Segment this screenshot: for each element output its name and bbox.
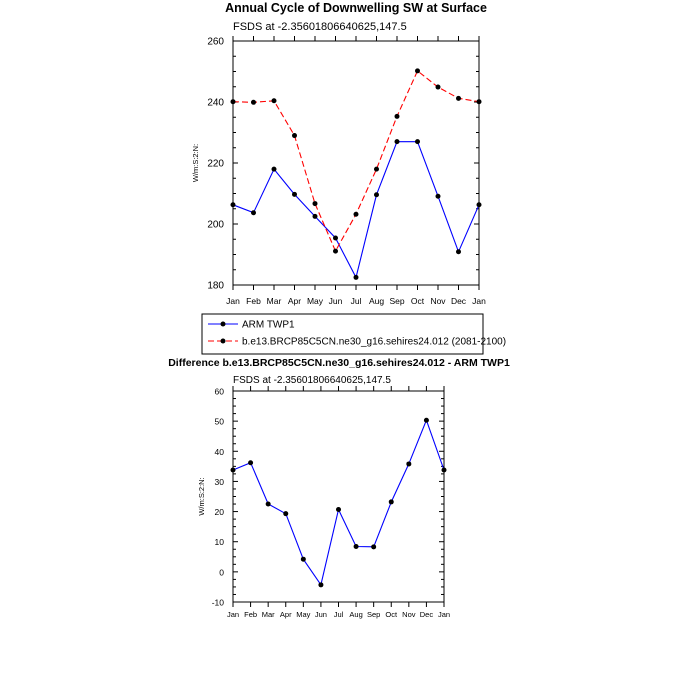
chart-title: Difference b.e13.BRCP85C5CN.ne30_g16.sehires24.012 - ARM TWP1 (168, 357, 510, 369)
data-point (292, 133, 297, 138)
y-axis-label: W/m:S:2:N: (197, 477, 206, 516)
data-point (318, 582, 323, 587)
legend-label: ARM TWP1 (242, 319, 295, 331)
data-point (266, 502, 271, 507)
data-point (374, 192, 379, 197)
data-point (477, 99, 482, 104)
data-point (415, 139, 420, 144)
y-tick-label: 0 (219, 567, 224, 578)
legend-marker (221, 339, 226, 344)
data-point (424, 418, 429, 423)
y-tick-label: 200 (207, 219, 224, 231)
chart-subtitle: FSDS at -2.35601806640625,147.5 (233, 21, 407, 33)
data-point (251, 100, 256, 105)
x-tick-label: Sep (389, 296, 405, 306)
data-point (477, 202, 482, 207)
series-line-0 (233, 420, 444, 585)
chart-subtitle: FSDS at -2.35601806640625,147.5 (233, 375, 391, 386)
data-point (313, 201, 318, 206)
plot-frame (233, 41, 479, 285)
data-point (354, 275, 359, 280)
data-point (436, 194, 441, 199)
data-point (313, 214, 318, 219)
chart-title: Annual Cycle of Downwelling SW at Surface (225, 1, 487, 15)
x-tick-label: Dec (450, 296, 467, 306)
y-tick-label: 180 (207, 280, 224, 292)
x-tick-label: Mar (266, 296, 282, 306)
series-line-0 (233, 142, 479, 278)
data-point (231, 99, 236, 104)
y-tick-label: 10 (214, 537, 224, 548)
data-point (354, 212, 359, 217)
data-point (415, 68, 420, 73)
x-tick-label: Feb (246, 296, 261, 306)
y-tick-label: 240 (207, 97, 224, 109)
legend-label: b.e13.BRCP85C5CN.ne30_g16.sehires24.012 (2081-2100) (242, 336, 507, 348)
data-point (395, 139, 400, 144)
y-tick-label: 30 (214, 476, 224, 487)
x-tick-label: Nov (402, 610, 416, 619)
x-tick-label: Apr (287, 296, 302, 306)
x-tick-label: Jun (328, 296, 343, 306)
y-tick-label: -10 (211, 597, 224, 608)
data-point (371, 544, 376, 549)
x-tick-label: Oct (385, 610, 398, 619)
legend-marker (221, 322, 226, 327)
x-tick-label: Apr (279, 610, 292, 619)
data-point (333, 236, 338, 241)
data-point (374, 167, 379, 172)
x-tick-label: Oct (410, 296, 425, 306)
y-tick-label: 40 (214, 446, 224, 457)
data-point (283, 511, 288, 516)
x-tick-label: Jul (350, 296, 362, 306)
x-tick-label: Jun (314, 610, 327, 619)
y-tick-label: 220 (207, 158, 224, 170)
data-point (248, 460, 253, 465)
data-point (333, 249, 338, 254)
data-point (231, 467, 236, 472)
y-tick-label: 50 (214, 416, 224, 427)
data-point (272, 167, 277, 172)
x-tick-label: Jan (226, 610, 240, 619)
data-point (292, 192, 297, 197)
x-tick-label: Aug (349, 610, 363, 619)
data-point (251, 210, 256, 215)
data-point (395, 114, 400, 119)
data-point (436, 85, 441, 90)
x-tick-label: May (296, 610, 311, 619)
x-tick-label: Aug (368, 296, 385, 306)
x-tick-label: Nov (430, 296, 446, 306)
y-tick-label: 60 (214, 386, 224, 397)
y-axis-label: W/m:S:2:N: (191, 143, 200, 183)
x-tick-label: Mar (261, 610, 275, 619)
data-point (272, 98, 277, 103)
data-point (456, 249, 461, 254)
x-tick-label: Sep (366, 610, 381, 619)
x-tick-label: Jan (226, 296, 240, 306)
x-tick-label: Jan (472, 296, 486, 306)
y-tick-label: 260 (207, 36, 224, 48)
data-point (231, 202, 236, 207)
x-tick-label: Feb (244, 610, 258, 619)
data-point (301, 557, 306, 562)
data-point (336, 507, 341, 512)
x-tick-label: Jan (437, 610, 451, 619)
data-point (354, 544, 359, 549)
data-point (456, 96, 461, 101)
x-tick-label: Dec (419, 610, 434, 619)
data-point (442, 467, 447, 472)
data-point (389, 499, 394, 504)
x-tick-label: Jul (333, 610, 344, 619)
y-tick-label: 20 (214, 507, 224, 518)
x-tick-label: May (306, 296, 324, 306)
series-line-1 (233, 71, 479, 251)
data-point (406, 461, 411, 466)
